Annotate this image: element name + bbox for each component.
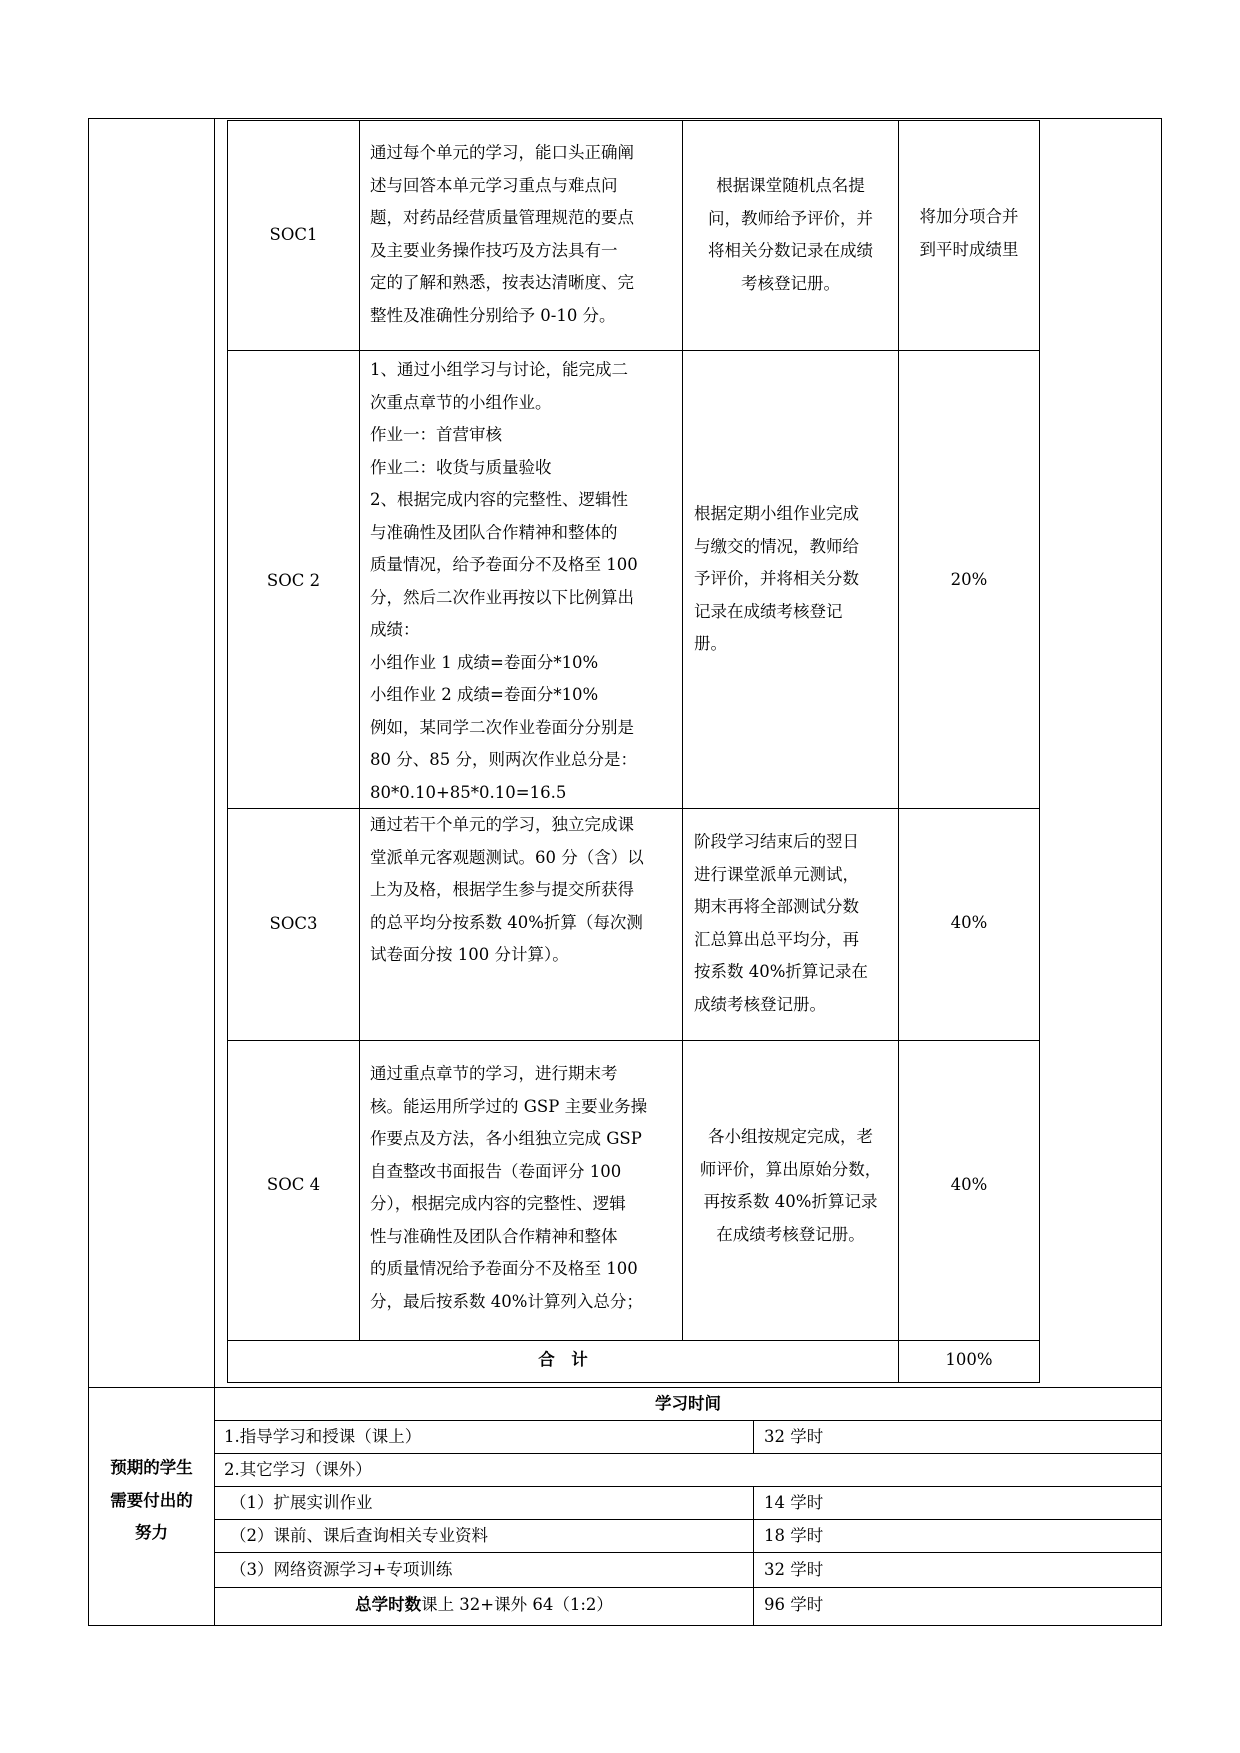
study-item: （3）网络资源学习+专项训练 [230,1560,453,1579]
study-hours: 18 学时 [764,1526,824,1545]
study-hours: 14 学时 [764,1493,824,1512]
inner-top-border [227,120,1040,121]
row-divider-1 [227,350,1040,351]
hours-divider [753,1486,754,1626]
study-hours: 32 学时 [764,1560,824,1579]
assessment-code: SOC 2 [266,571,321,590]
assessment-content: 通过若干个单元的学习，独立完成课 堂派单元客观题测试。60 分（含）以 上为及格，根据学生参与提交所获得 的总平均分按系数 40%折算（每次测 试卷面分按 100 分计算）。 [370,815,644,964]
study-time-header: 学习时间 [655,1394,721,1413]
inner-col-divider-1 [359,120,360,1340]
assessment-method: 各小组按规定完成，老 师评价，算出原始分数， 再按系数 40%折算记录 在成绩考核登记册。 [699,1127,882,1244]
assessment-code: SOC1 [269,225,318,244]
effort-row-divider-6 [214,1587,1161,1588]
assessment-content: 1、通过小组学习与讨论，能完成二 次重点章节的小组作业。 作业一：首营审核 作业二：收货与质量验收 2、根据完成内容的完整性、逻辑性 与准确性及团队合作精神和整体的 质量情况，给予卷面分不及格至 100 分，然后二次作业再按以下比例算出 成绩： 小组作业 1 成绩=卷面分*10% 小组作业 2 成绩=卷面分*10% 例如，某同学二次作业卷面分分别是 80 分、85 分，则两次作业总分是： 80*0.10+85*0.10=16.5 [370,360,638,802]
assessment-weight: 40% [950,913,988,932]
study-hours: 32 学时 [764,1427,824,1446]
effort-label: 预期的学生 需要付出的 努力 [110,1458,193,1542]
assessment-content: 通过每个单元的学习，能口头正确阐 述与回答本单元学习重点与难点问 题，对药品经营质量管理规范的要点 及主要业务操作技巧及方法具有一 定的了解和熟悉，按表达清晰度、完 整性及准确性分别给予 0-10 分。 [370,143,634,325]
outer-top-border [88,118,1162,119]
total-label: 合 计 [538,1350,588,1369]
assessment-code: SOC3 [269,914,318,933]
outer-right-border [1161,118,1162,1626]
outer-left-border [88,118,89,1626]
assessment-weight: 40% [950,1175,988,1194]
assessment-weight: 将加分项合并 到平时成绩里 [919,207,1019,259]
total-hours-label: 总学时数课上 32+课外 64（1:2） [355,1595,613,1614]
hours-divider [753,1420,754,1453]
row-divider-4 [227,1340,1040,1341]
row-divider-3 [227,1040,1040,1041]
study-item: （1）扩展实训作业 [230,1493,373,1512]
study-item: 2.其它学习（课外） [224,1460,372,1479]
assessment-weight: 20% [950,570,988,589]
assessment-content: 通过重点章节的学习，进行期末考 核。能运用所学过的 GSP 主要业务操 作要点及方法，各小组独立完成 GSP 自查整改书面报告（卷面评分 100 分），根据完成内容的完整性、逻辑 性与准确性及团队合作精神和整体 的质量情况给予卷面分不及格至 100 分，最后按系数 40%计算列入总分； [370,1064,648,1311]
assessment-method: 根据定期小组作业完成 与缴交的情况，教师给 予评价，并将相关分数 记录在成绩考核登记 册。 [694,504,859,653]
total-value: 100% [945,1350,993,1369]
outer-bottom-border [88,1625,1162,1626]
study-item: （2）课前、课后查询相关专业资料 [230,1526,488,1545]
total-hours-value: 96 学时 [764,1595,824,1614]
assessment-code: SOC 4 [266,1175,321,1194]
inner-bottom-border [227,1382,1040,1383]
inner-right-border [1039,120,1040,1383]
study-item: 1.指导学习和授课（课上） [224,1427,422,1446]
assessment-method: 阶段学习结束后的翌日 进行课堂派单元测试， 期末再将全部测试分数 汇总算出总平均分，再 按系数 40%折算记录在 成绩考核登记册。 [694,832,868,1014]
assessment-method: 根据课堂随机点名提 问，教师给予评价，并 将相关分数记录在成绩 考核登记册。 [708,176,873,293]
